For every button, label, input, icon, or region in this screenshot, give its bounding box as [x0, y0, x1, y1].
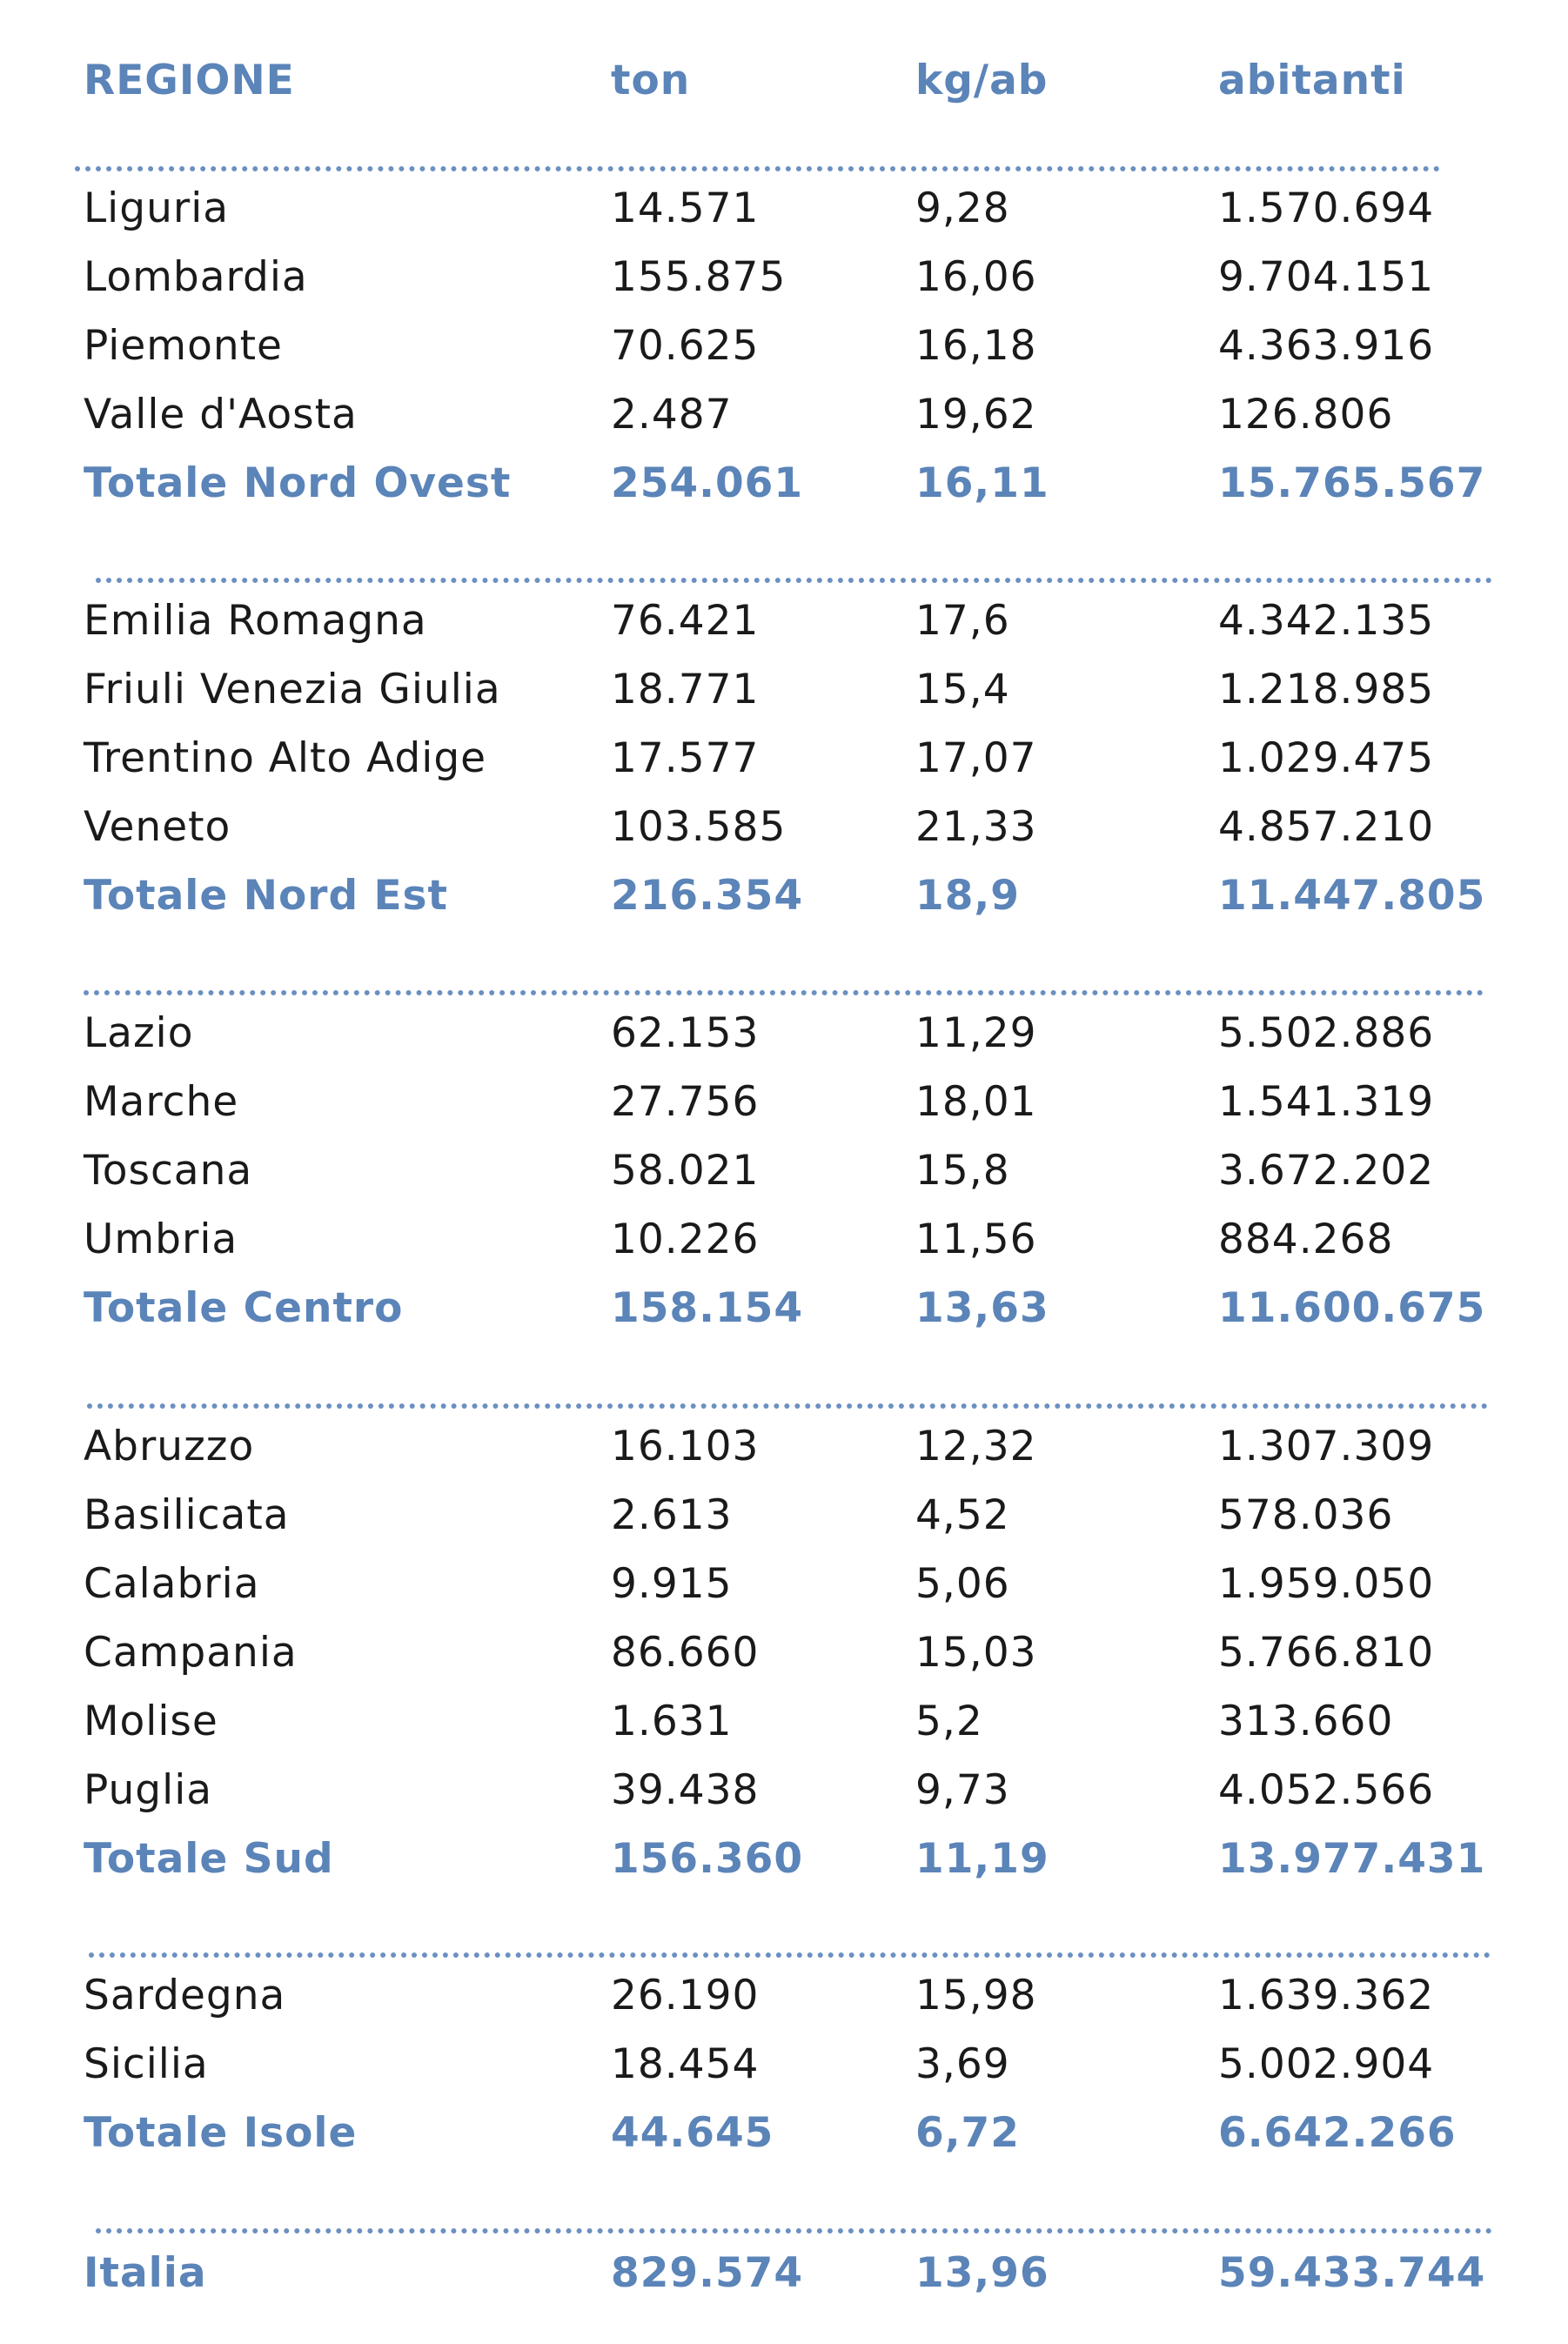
cell-ton: 2.487 — [611, 391, 733, 439]
cell-kg-ab: 5,06 — [915, 1560, 1010, 1608]
cell-kg-ab: 11,29 — [915, 1009, 1037, 1057]
cell-kg-ab: 13,96 — [915, 2249, 1049, 2297]
cell-ton: 158.154 — [611, 1284, 804, 1332]
table-row — [0, 1141, 1568, 1202]
cell-kg-ab: 18,9 — [915, 872, 1020, 920]
cell-kg-ab: 13,63 — [915, 1284, 1049, 1332]
subtotal-row — [0, 1829, 1568, 1890]
cell-abitanti: 11.447.805 — [1218, 872, 1486, 920]
cell-ton: 26.190 — [611, 1972, 760, 2019]
cell-ton: 18.771 — [611, 666, 760, 713]
cell-region: Liguria — [84, 184, 230, 232]
cell-region: Umbria — [84, 1216, 238, 1263]
cell-region: Totale Isole — [84, 2109, 358, 2157]
cell-ton: 156.360 — [611, 1835, 804, 1883]
cell-abitanti: 59.433.744 — [1218, 2249, 1486, 2297]
table-row — [0, 2034, 1568, 2095]
cell-kg-ab: 9,28 — [915, 184, 1010, 232]
cell-kg-ab: 16,06 — [915, 253, 1037, 301]
dotted-separator — [75, 166, 1440, 171]
dotted-separator — [87, 1403, 1488, 1409]
cell-abitanti: 1.639.362 — [1218, 1972, 1435, 2019]
cell-ton: 58.021 — [611, 1147, 760, 1195]
cell-ton: 44.645 — [611, 2109, 774, 2157]
cell-region: Totale Nord Est — [84, 872, 448, 920]
cell-abitanti: 3.672.202 — [1218, 1147, 1435, 1195]
cell-region: Totale Centro — [84, 1284, 404, 1332]
dotted-separator — [96, 2228, 1492, 2233]
cell-abitanti: 13.977.431 — [1218, 1835, 1486, 1883]
cell-region: Valle d'Aosta — [84, 391, 358, 439]
cell-region: Basilicata — [84, 1491, 290, 1539]
cell-abitanti: 6.642.266 — [1218, 2109, 1457, 2157]
cell-region: Puglia — [84, 1766, 213, 1814]
table-row — [0, 385, 1568, 445]
cell-ton: 1.631 — [611, 1698, 733, 1745]
cell-abitanti: 4.857.210 — [1218, 803, 1435, 851]
table-row — [0, 247, 1568, 308]
table-row — [0, 1554, 1568, 1615]
cell-ton: 155.875 — [611, 253, 787, 301]
cell-kg-ab: 19,62 — [915, 391, 1037, 439]
cell-ton: 14.571 — [611, 184, 760, 232]
cell-region: Totale Sud — [84, 1835, 334, 1883]
subtotal-row — [0, 1278, 1568, 1339]
table-row — [0, 1072, 1568, 1133]
table-row — [0, 591, 1568, 652]
cell-region: REGIONE — [84, 57, 295, 104]
cell-ton: 254.061 — [611, 459, 804, 507]
cell-region: Veneto — [84, 803, 231, 851]
cell-kg-ab: kg/ab — [915, 57, 1049, 104]
cell-ton: 70.625 — [611, 322, 760, 370]
grand-total-row — [0, 2243, 1568, 2304]
cell-kg-ab: 18,01 — [915, 1078, 1037, 1126]
dotted-separator — [96, 578, 1492, 583]
cell-region: Lazio — [84, 1009, 194, 1057]
table-row — [0, 1485, 1568, 1546]
subtotal-row — [0, 453, 1568, 514]
cell-abitanti: 5.766.810 — [1218, 1629, 1435, 1677]
cell-abitanti: 9.704.151 — [1218, 253, 1435, 301]
header-row — [0, 50, 1568, 111]
subtotal-row — [0, 866, 1568, 927]
cell-region: Lombardia — [84, 253, 308, 301]
cell-kg-ab: 16,18 — [915, 322, 1037, 370]
cell-ton: 18.454 — [611, 2040, 760, 2088]
subtotal-row — [0, 2103, 1568, 2164]
cell-region: Totale Nord Ovest — [84, 459, 512, 507]
table-row — [0, 728, 1568, 789]
cell-region: Italia — [84, 2249, 207, 2297]
table-row — [0, 1003, 1568, 1064]
table-row — [0, 797, 1568, 858]
cell-region: Toscana — [84, 1147, 253, 1195]
cell-kg-ab: 15,8 — [915, 1147, 1010, 1195]
table-row — [0, 660, 1568, 720]
cell-kg-ab: 6,72 — [915, 2109, 1020, 2157]
cell-kg-ab: 15,98 — [915, 1972, 1037, 2019]
cell-ton: 2.613 — [611, 1491, 733, 1539]
cell-ton: 16.103 — [611, 1423, 760, 1470]
cell-region: Emilia Romagna — [84, 597, 427, 645]
table-row — [0, 1966, 1568, 2026]
cell-abitanti: 5.502.886 — [1218, 1009, 1435, 1057]
cell-region: Campania — [84, 1629, 298, 1677]
cell-kg-ab: 11,19 — [915, 1835, 1049, 1883]
cell-ton: 829.574 — [611, 2249, 804, 2297]
table-row — [0, 316, 1568, 377]
cell-ton: 76.421 — [611, 597, 760, 645]
cell-abitanti: 11.600.675 — [1218, 1284, 1486, 1332]
cell-kg-ab: 15,03 — [915, 1629, 1037, 1677]
table-row — [0, 178, 1568, 239]
cell-abitanti: 1.307.309 — [1218, 1423, 1435, 1470]
cell-ton: 62.153 — [611, 1009, 760, 1057]
cell-abitanti: 4.342.135 — [1218, 597, 1435, 645]
cell-ton: 9.915 — [611, 1560, 733, 1608]
cell-abitanti: 1.541.319 — [1218, 1078, 1435, 1126]
table-row — [0, 1209, 1568, 1270]
cell-kg-ab: 15,4 — [915, 666, 1010, 713]
cell-region: Calabria — [84, 1560, 260, 1608]
cell-ton: 216.354 — [611, 872, 804, 920]
cell-abitanti: 1.959.050 — [1218, 1560, 1435, 1608]
cell-ton: 17.577 — [611, 734, 760, 782]
cell-kg-ab: 3,69 — [915, 2040, 1010, 2088]
cell-abitanti: abitanti — [1218, 57, 1406, 104]
table-row — [0, 1760, 1568, 1821]
cell-kg-ab: 11,56 — [915, 1216, 1037, 1263]
cell-ton: 10.226 — [611, 1216, 760, 1263]
cell-abitanti: 1.029.475 — [1218, 734, 1435, 782]
cell-kg-ab: 21,33 — [915, 803, 1037, 851]
cell-ton: 86.660 — [611, 1629, 760, 1677]
table-row — [0, 1691, 1568, 1752]
cell-ton: ton — [611, 57, 691, 104]
cell-kg-ab: 9,73 — [915, 1766, 1010, 1814]
cell-abitanti: 313.660 — [1218, 1698, 1394, 1745]
cell-abitanti: 578.036 — [1218, 1491, 1394, 1539]
cell-region: Sardegna — [84, 1972, 286, 2019]
cell-ton: 27.756 — [611, 1078, 760, 1126]
cell-abitanti: 1.218.985 — [1218, 666, 1435, 713]
cell-abitanti: 1.570.694 — [1218, 184, 1435, 232]
cell-ton: 39.438 — [611, 1766, 760, 1814]
table-row — [0, 1416, 1568, 1477]
cell-region: Trentino Alto Adige — [84, 734, 487, 782]
cell-region: Sicilia — [84, 2040, 209, 2088]
cell-abitanti: 126.806 — [1218, 391, 1394, 439]
dotted-separator — [84, 990, 1484, 995]
cell-kg-ab: 17,6 — [915, 597, 1010, 645]
cell-ton: 103.585 — [611, 803, 787, 851]
cell-region: Molise — [84, 1698, 218, 1745]
cell-region: Piemonte — [84, 322, 283, 370]
cell-kg-ab: 12,32 — [915, 1423, 1037, 1470]
cell-kg-ab: 16,11 — [915, 459, 1049, 507]
cell-region: Friuli Venezia Giulia — [84, 666, 501, 713]
cell-kg-ab: 17,07 — [915, 734, 1037, 782]
cell-kg-ab: 5,2 — [915, 1698, 983, 1745]
cell-abitanti: 15.765.567 — [1218, 459, 1486, 507]
cell-region: Abruzzo — [84, 1423, 255, 1470]
cell-kg-ab: 4,52 — [915, 1491, 1010, 1539]
cell-abitanti: 5.002.904 — [1218, 2040, 1435, 2088]
cell-abitanti: 4.363.916 — [1218, 322, 1435, 370]
cell-abitanti: 4.052.566 — [1218, 1766, 1435, 1814]
cell-region: Marche — [84, 1078, 239, 1126]
cell-abitanti: 884.268 — [1218, 1216, 1394, 1263]
table-row — [0, 1623, 1568, 1684]
dotted-separator — [89, 1952, 1491, 1958]
